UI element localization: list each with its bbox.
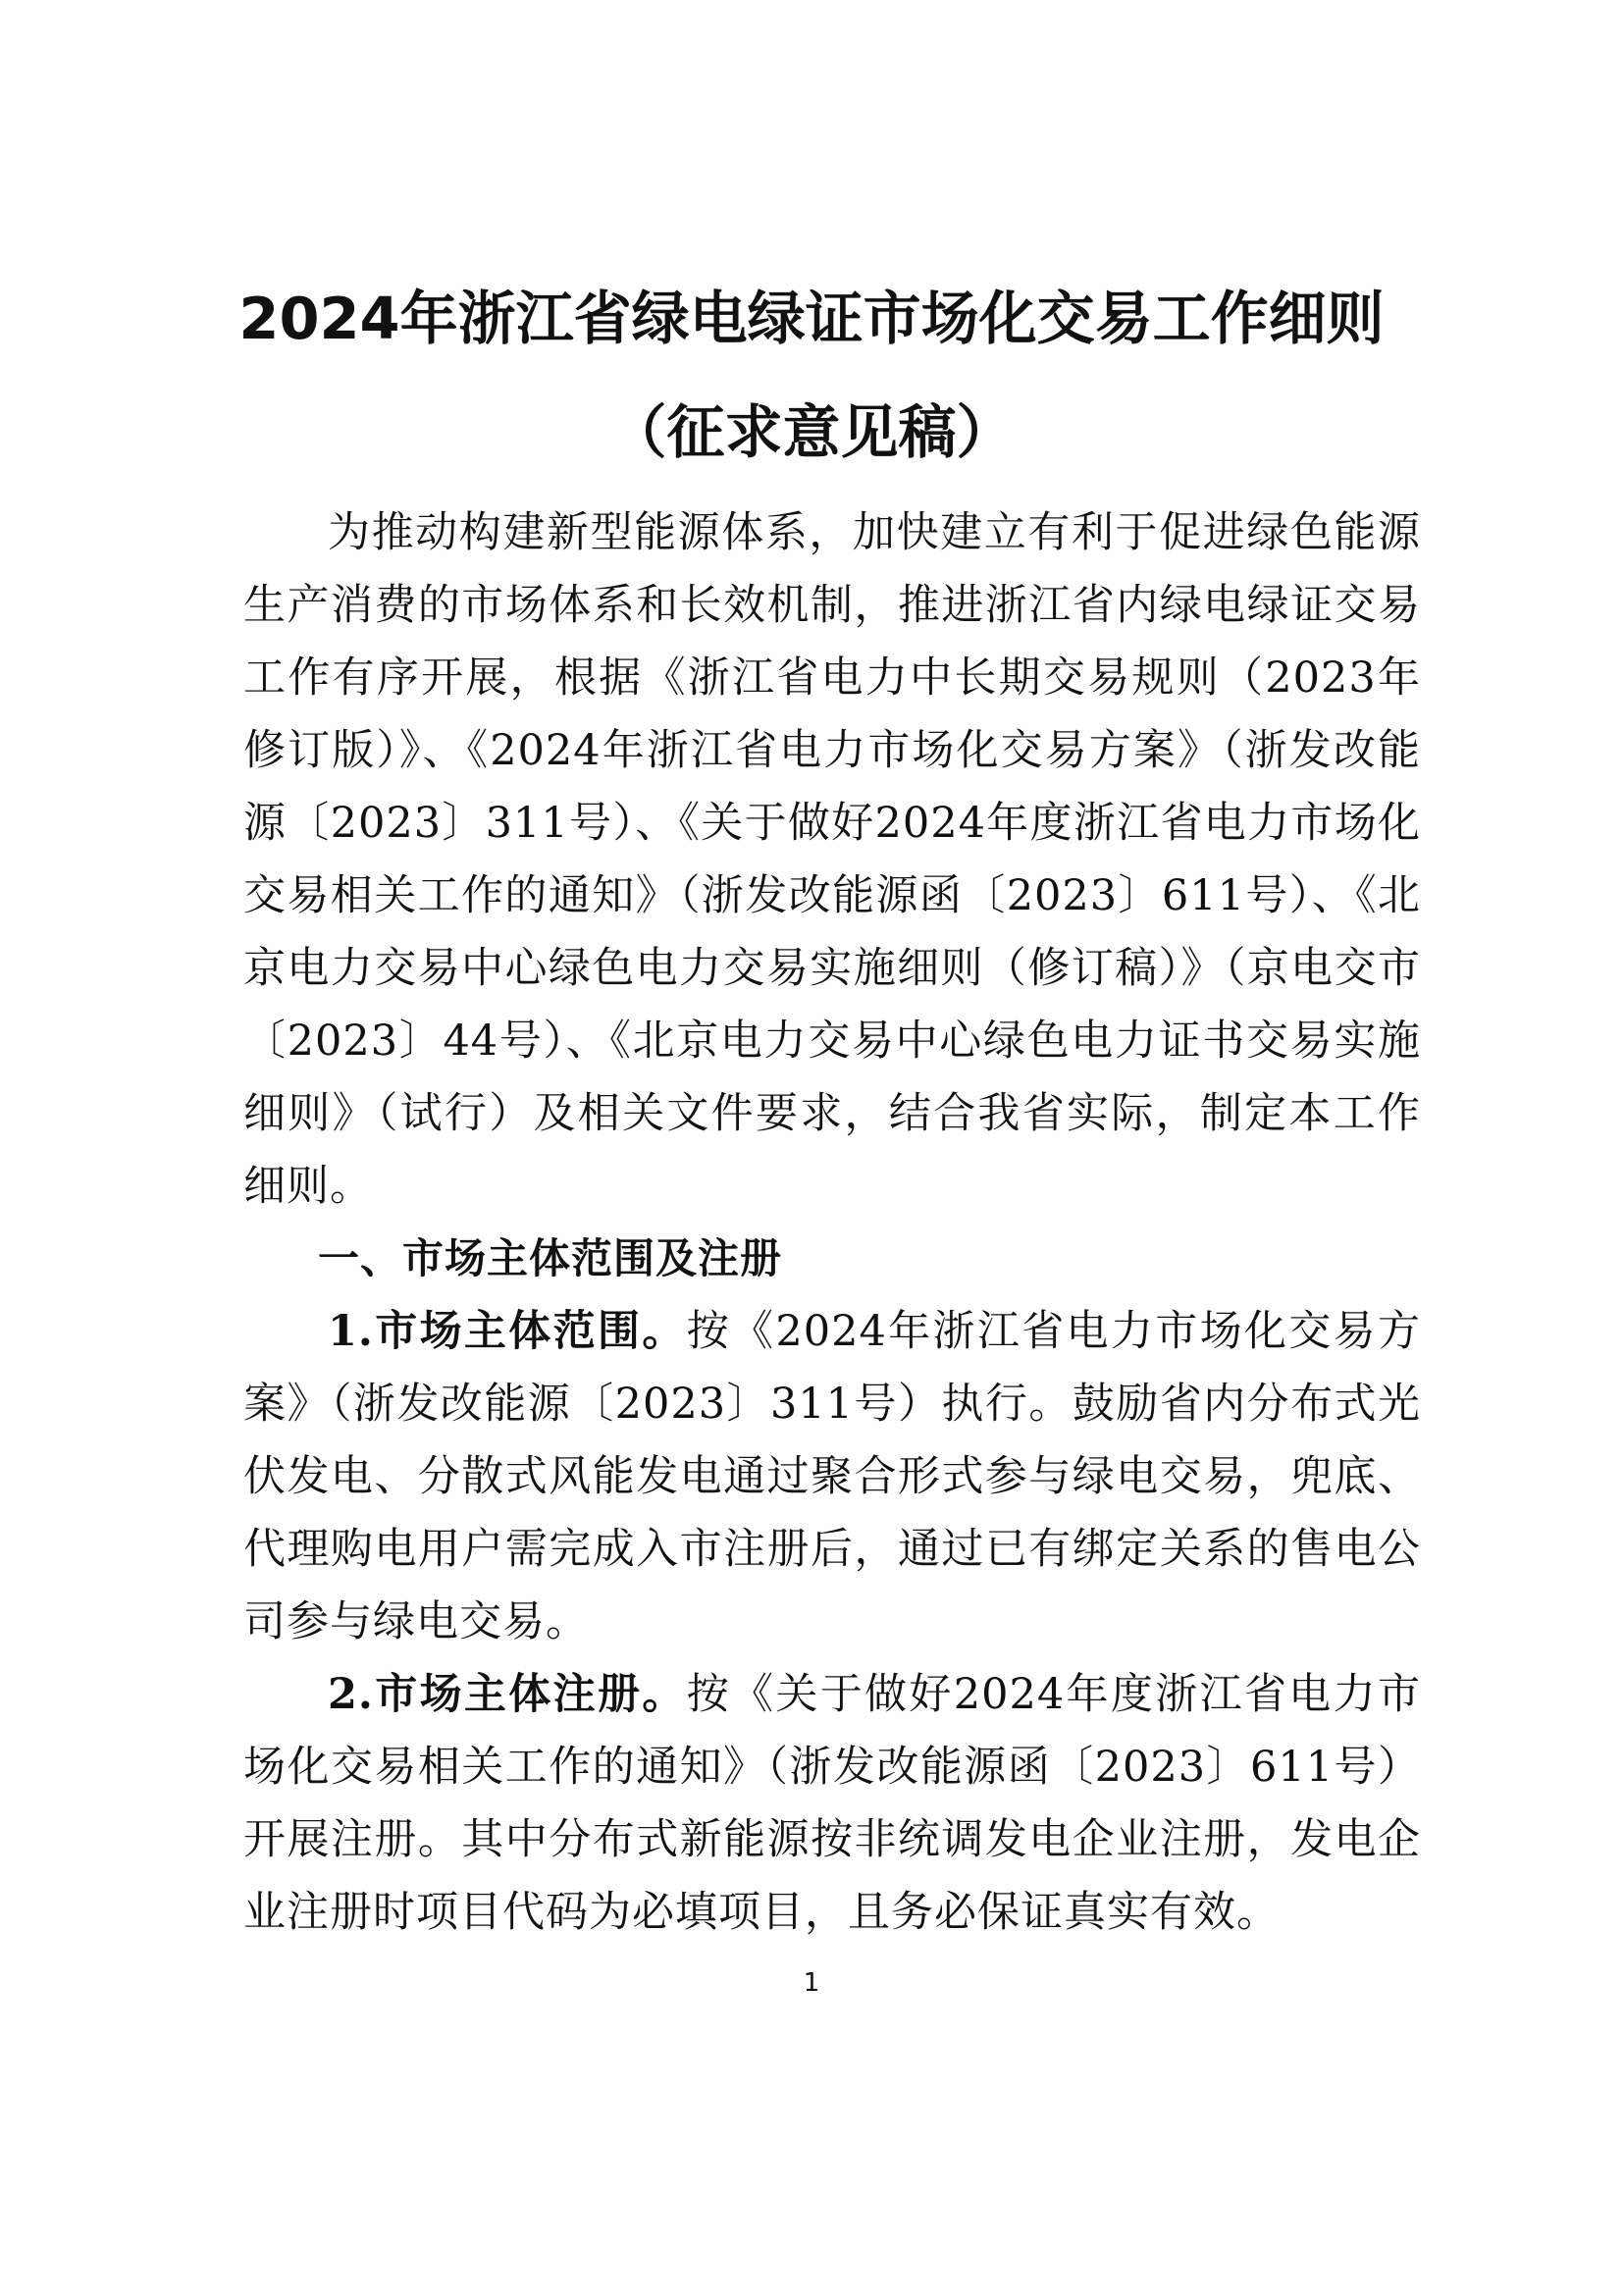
page-number: 1 [803,1968,820,1998]
item-2-lead: 2.市场主体注册。 [328,1670,687,1719]
item-2-text: 按《关于做好2024年度浙江省电力市场化交易相关工作的通知》（浙发改能源函〔2023〕611号）开展注册。其中分布式新能源按非统调发电企业注册，发电企业注册时项目代码为必填项目，且务必保证真实有效。 [243,1670,1422,1937]
item-1-paragraph [243,1295,1421,1658]
item-2-paragraph [243,1658,1421,1949]
document-title: 2024年浙江省绿电绿证市场化交易工作细则 [238,285,1385,352]
item-1-text: 按《2024年浙江省电力市场化交易方案》（浙发改能源〔2023〕311号）执行。鼓励省内分布式光伏发电、分散式风能发电通过聚合形式参与绿电交易，兜底、代理购电用户需完成入市注册后，通过已有绑定关系的售电公司参与绿电交易。 [243,1307,1422,1646]
document-subtitle: （征求意见稿） [608,398,1015,466]
section-heading: 一、市场主体范围及注册 [318,1234,783,1282]
document-body [243,496,1421,1949]
item-1-lead: 1.市场主体范围。 [328,1307,687,1356]
intro-paragraph: 为推动构建新型能源体系，加快建立有利于促进绿色能源生产消费的市场体系和长效机制，推进浙江省内绿电绿证交易工作有序开展，根据《浙江省电力中长期交易规则（2023年修订版）》、《2024年浙江省电力市场化交易方案》（浙发改能源〔2023〕311号）、《关于做好2024年度浙江省电力市场化交易相关工作的通知》（浙发改能源函〔2023〕611号）、《北京电力交易中心绿色电力交易实施细则（修订稿）》（京电交市〔2023〕44号）、《北京电力交易中心绿色电力证书交易实施细则》（试行）及相关文件要求，结合我省实际，制定本工作细则。 [243,508,1421,1211]
